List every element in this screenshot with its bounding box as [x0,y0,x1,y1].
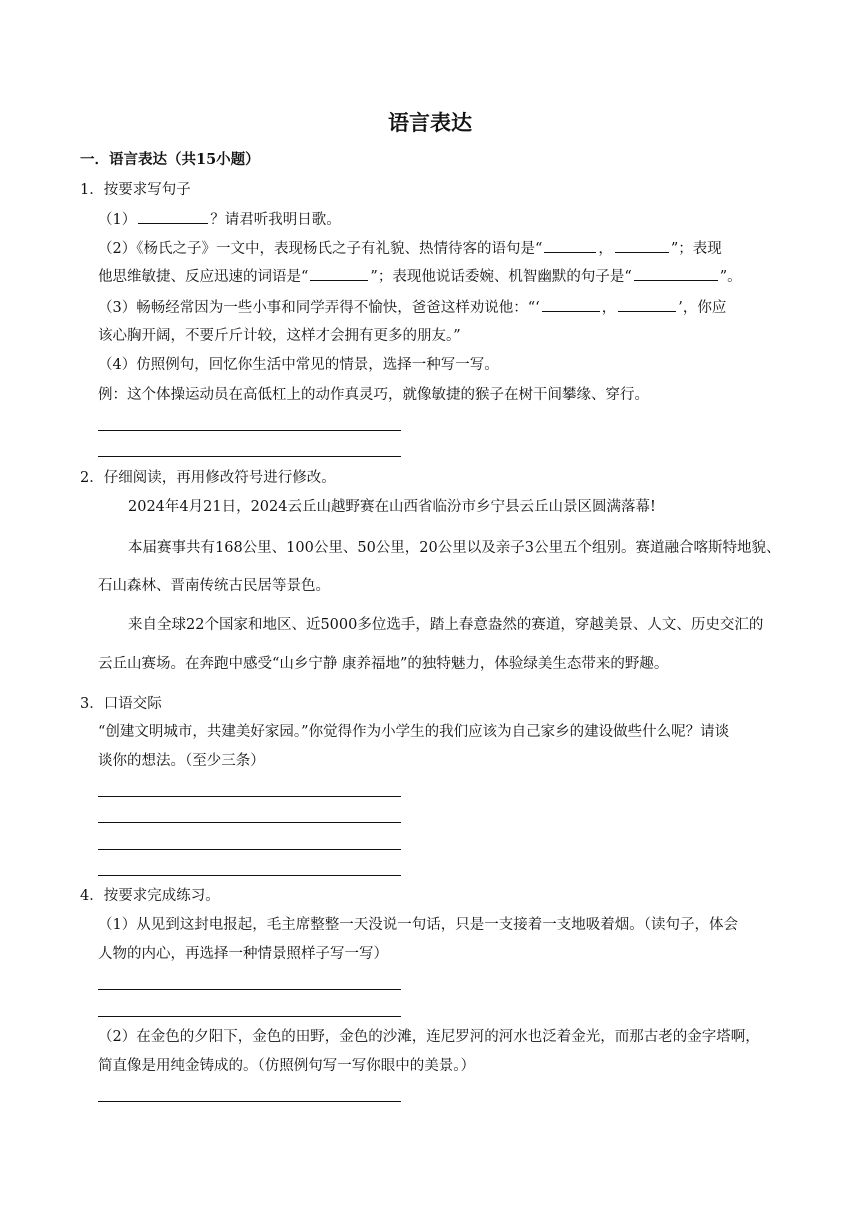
answer-line[interactable] [98,822,401,823]
answer-line[interactable] [98,1101,401,1102]
q1-part1-label: （1） [98,212,137,228]
q1-part1-text: ？请君听我明日歌。 [210,212,341,228]
answer-line[interactable] [98,796,401,797]
q1-blank-3[interactable] [615,238,669,253]
answer-line[interactable] [98,849,401,850]
section-heading: 一．语言表达（共15小题） [80,151,260,168]
q1-part4: （4）仿照例句，回忆你生活中常见的情景，选择一种写一写。 [98,357,499,373]
q1-part3-line2: 该心胸开阔，不要斤斤计较，这样才会拥有更多的朋友。” [98,328,461,344]
answer-line[interactable] [98,430,401,431]
q4-part1-line1: （1）从见到这封电报起，毛主席整整一天没说一句话，只是一支接着一支地吸着烟。（读句子，体会 [98,917,738,933]
q2-stem: 2．仔细阅读，再用修改符号进行修改。 [80,470,336,486]
q1-part2-comma: ， [598,241,613,257]
q1-part2-text-a: （2）《杨氏之子》一文中，表现杨氏之子有礼貌、热情待客的语句是“ [98,241,543,257]
q2-paragraph-2-line2: 石山森林、晋南传统古民居等景色。 [98,578,330,594]
q3-stem: 3．口语交际 [80,696,162,712]
q1-part2-text-d: ”；表现他说话委婉、机智幽默的句子是“ [370,269,632,285]
q2-paragraph-3-line2: 云丘山赛场。在奔跑中感受“山乡宁静 康养福地”的独特魅力，体验绿美生态带来的野趣。 [98,656,669,672]
q1-part1 [98,209,341,230]
answer-line[interactable] [98,989,401,990]
q1-part3-text-b: ’，你应 [678,300,727,316]
q1-part3-text-a: （3）畅畅经常因为一些小事和同学弄得不愉快，爸爸这样劝说他：“‘ [98,300,540,316]
q1-example: 例：这个体操运动员在高低杠上的动作真灵巧，就像敏捷的猴子在树干间攀缘、穿行。 [98,387,649,403]
answer-line[interactable] [98,1016,401,1017]
q2-paragraph-3-line1: 来自全球22个国家和地区、近5000多位选手，踏上春意盎然的赛道，穿越美景、人文、历史交汇的 [128,617,764,633]
q1-part2-line2 [98,266,742,287]
q4-stem: 4．按要求完成练习。 [80,888,220,904]
q3-text-line2: 谈你的想法。（至少三条） [98,753,265,769]
q2-paragraph-1: 2024年4月21日，2024云丘山越野赛在山西省临汾市乡宁县云丘山景区圆满落幕! [128,499,656,515]
q4-part1-line2: 人物的内心，再选择一种情景照样子写一写） [98,946,388,962]
q1-part2-line1 [98,238,722,259]
q4-part2-line2: 简直像是用纯金铸成的。（仿照例句写一写你眼中的美景。） [98,1058,475,1074]
q1-part2-text-b: ”；表现 [670,241,722,257]
q1-blank-5[interactable] [634,266,718,281]
q1-blank-7[interactable] [618,297,676,312]
q1-stem: 1．按要求写句子 [80,182,191,198]
answer-line[interactable] [98,875,401,876]
q3-text-line1: “创建文明城市，共建美好家园。”你觉得作为小学生的我们应该为自己家乡的建设做些什么呢？请谈 [98,724,730,740]
q1-blank-6[interactable] [542,297,600,312]
page-title: 语言表达 [388,110,472,135]
q4-part2-line1: （2）在金色的夕阳下，金色的田野，金色的沙滩，连尼罗河的河水也泛着金光，而那古老的金字塔啊， [98,1029,760,1045]
q1-blank-2[interactable] [544,238,596,253]
q1-blank-1[interactable] [138,209,208,224]
q1-part3-comma: ， [601,300,617,316]
q1-part2-text-e: ”。 [719,269,742,285]
q1-part2-text-c: 他思维敏捷、反应迅速的词语是“ [98,269,309,285]
answer-line[interactable] [98,456,401,457]
q2-paragraph-2-line1: 本届赛事共有168公里、100公里、50公里，20公里以及亲子3公里五个组别。赛道融合喀斯特地貌、 [128,540,781,556]
q1-blank-4[interactable] [310,266,368,281]
q1-part3-line1 [98,297,726,318]
